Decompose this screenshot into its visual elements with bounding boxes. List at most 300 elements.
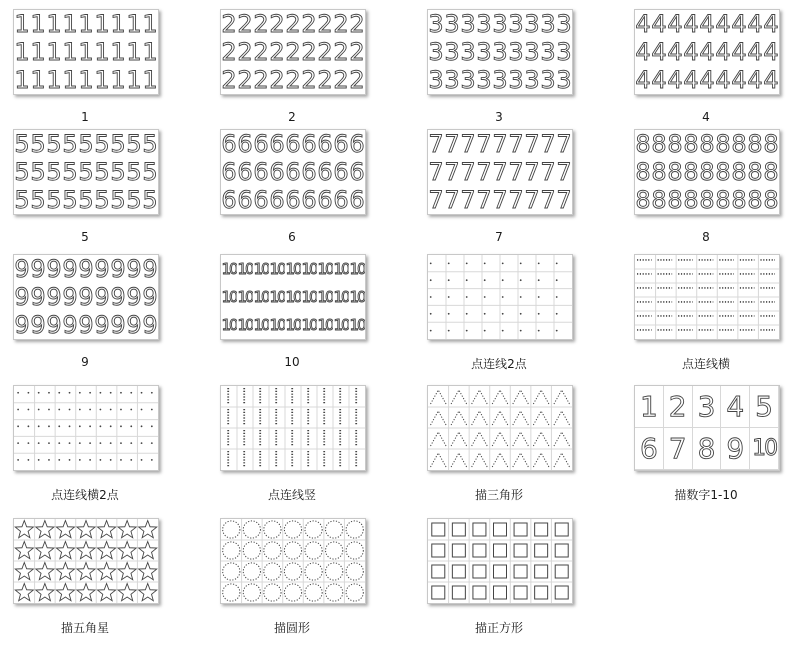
- file-item[interactable]: [407, 9, 591, 139]
- traced-digit: 9: [62, 283, 78, 311]
- file-name-label: 描五角星: [60, 621, 109, 635]
- traced-digit: 5: [30, 186, 46, 214]
- file-thumbnail[interactable]: [427, 254, 573, 340]
- traced-digit: 10: [285, 259, 301, 278]
- traced-digit: 6: [269, 130, 285, 158]
- file-name-label: 点连线竖: [267, 488, 316, 502]
- traced-digit: 7: [524, 130, 540, 158]
- traced-digit: 8: [747, 158, 763, 186]
- traced-digit: 7: [476, 186, 492, 214]
- traced-digit: 8: [651, 186, 667, 214]
- traced-digit: 10: [269, 287, 285, 306]
- traced-digit: 10: [253, 287, 269, 306]
- traced-digit: 4: [731, 66, 747, 94]
- traced-digit: 1: [30, 66, 46, 94]
- traced-digit: 7: [556, 130, 572, 158]
- traced-digit: 6: [253, 158, 269, 186]
- traced-digit: 3: [476, 10, 492, 38]
- traced-digit: 3: [492, 38, 508, 66]
- traced-number: 8: [693, 428, 722, 470]
- traced-digit: 7: [508, 186, 524, 214]
- worksheet-drawing: [428, 255, 572, 339]
- traced-digit: 5: [30, 158, 46, 186]
- digit-tracing-grid: [14, 10, 158, 94]
- traced-digit: 5: [62, 158, 78, 186]
- traced-digit: 9: [14, 255, 30, 283]
- traced-digit: 8: [699, 158, 715, 186]
- traced-digit: 10: [317, 315, 333, 334]
- traced-digit: 2: [285, 38, 301, 66]
- traced-digit: 6: [237, 130, 253, 158]
- traced-digit: 7: [460, 158, 476, 186]
- traced-digit: 9: [14, 283, 30, 311]
- file-item[interactable]: [407, 254, 591, 384]
- file-item[interactable]: [614, 129, 798, 259]
- file-item[interactable]: [407, 129, 591, 259]
- traced-digit: 3: [476, 66, 492, 94]
- file-thumbnail[interactable]: [634, 385, 780, 471]
- traced-digit: 4: [635, 38, 651, 66]
- traced-digit: 4: [763, 38, 779, 66]
- traced-digit: 9: [110, 255, 126, 283]
- traced-digit: 10: [333, 315, 349, 334]
- digit-tracing-grid: [635, 10, 779, 94]
- traced-digit: 9: [78, 311, 94, 339]
- traced-digit: 4: [667, 10, 683, 38]
- traced-digit: 9: [46, 311, 62, 339]
- traced-digit: 9: [94, 283, 110, 311]
- traced-digit: 6: [301, 130, 317, 158]
- traced-digit: 4: [763, 66, 779, 94]
- worksheet-drawing: [221, 386, 365, 470]
- traced-digit: 4: [699, 38, 715, 66]
- traced-digit: 7: [508, 158, 524, 186]
- traced-digit: 5: [110, 158, 126, 186]
- traced-digit: 2: [237, 10, 253, 38]
- file-name-label: 描三角形: [474, 488, 523, 502]
- traced-digit: 3: [508, 38, 524, 66]
- traced-digit: 9: [30, 283, 46, 311]
- file-name-label: 7: [495, 230, 503, 244]
- traced-digit: 10: [285, 287, 301, 306]
- traced-digit: 3: [524, 10, 540, 38]
- traced-digit: 3: [492, 10, 508, 38]
- traced-digit: 4: [747, 10, 763, 38]
- file-thumbnail[interactable]: [634, 254, 780, 340]
- traced-digit: 9: [94, 311, 110, 339]
- traced-digit: 1: [14, 10, 30, 38]
- traced-digit: 2: [301, 66, 317, 94]
- traced-digit: 6: [317, 158, 333, 186]
- traced-digit: 1: [126, 10, 142, 38]
- file-item[interactable]: [200, 254, 384, 384]
- file-thumbnail[interactable]: [13, 254, 159, 340]
- traced-digit: 1: [110, 66, 126, 94]
- traced-digit: 10: [349, 315, 365, 334]
- digit-tracing-grid: [221, 130, 365, 214]
- traced-digit: 6: [253, 130, 269, 158]
- traced-digit: 9: [142, 311, 158, 339]
- file-name-label: 8: [702, 230, 710, 244]
- traced-digit: 8: [763, 186, 779, 214]
- traced-digit: 10: [221, 315, 237, 334]
- traced-digit: 9: [46, 255, 62, 283]
- traced-digit: 1: [94, 10, 110, 38]
- traced-digit: 2: [349, 10, 365, 38]
- traced-digit: 5: [94, 158, 110, 186]
- traced-digit: 8: [683, 130, 699, 158]
- traced-digit: 9: [94, 255, 110, 283]
- traced-digit: 4: [651, 38, 667, 66]
- traced-digit: 7: [428, 158, 444, 186]
- traced-digit: 2: [317, 38, 333, 66]
- traced-digit: 8: [651, 130, 667, 158]
- traced-digit: 4: [667, 66, 683, 94]
- worksheet-drawing: [428, 519, 572, 603]
- traced-digit: 8: [635, 186, 651, 214]
- traced-digit: 5: [46, 186, 62, 214]
- traced-digit: 2: [253, 66, 269, 94]
- traced-digit: 2: [253, 38, 269, 66]
- traced-digit: 7: [444, 186, 460, 214]
- traced-digit: 7: [476, 158, 492, 186]
- traced-digit: 6: [221, 158, 237, 186]
- traced-digit: 5: [110, 130, 126, 158]
- traced-digit: 2: [301, 38, 317, 66]
- traced-digit: 3: [540, 10, 556, 38]
- traced-number: 7: [664, 428, 693, 470]
- traced-digit: 5: [110, 186, 126, 214]
- traced-digit: 9: [142, 255, 158, 283]
- traced-digit: 7: [540, 130, 556, 158]
- file-thumbnail[interactable]: [220, 518, 366, 604]
- traced-digit: 4: [747, 66, 763, 94]
- traced-digit: 8: [683, 158, 699, 186]
- traced-digit: 5: [46, 130, 62, 158]
- traced-digit: 7: [444, 158, 460, 186]
- file-item[interactable]: [200, 518, 384, 648]
- traced-digit: 4: [699, 10, 715, 38]
- traced-digit: 5: [126, 186, 142, 214]
- traced-digit: 2: [237, 66, 253, 94]
- traced-digit: 3: [460, 10, 476, 38]
- traced-digit: 4: [715, 10, 731, 38]
- traced-digit: 6: [333, 130, 349, 158]
- traced-digit: 2: [333, 10, 349, 38]
- file-item[interactable]: [407, 385, 591, 515]
- digit-tracing-grid: [221, 10, 365, 94]
- traced-digit: 10: [253, 259, 269, 278]
- file-item[interactable]: [614, 385, 798, 515]
- traced-digit: 1: [142, 38, 158, 66]
- digit-tracing-grid: [428, 10, 572, 94]
- traced-digit: 3: [428, 10, 444, 38]
- traced-digit: 5: [30, 130, 46, 158]
- worksheet-drawing: [14, 519, 158, 603]
- file-thumbnail[interactable]: [427, 385, 573, 471]
- file-name-label: 9: [81, 355, 89, 369]
- file-name-label: 描圆形: [273, 621, 310, 635]
- worksheet-drawing: [14, 386, 158, 470]
- traced-digit: 10: [221, 287, 237, 306]
- traced-digit: 1: [142, 10, 158, 38]
- file-thumbnail[interactable]: [220, 129, 366, 215]
- traced-digit: 1: [142, 66, 158, 94]
- traced-digit: 5: [46, 158, 62, 186]
- worksheet-drawing: [221, 519, 365, 603]
- file-item[interactable]: [200, 385, 384, 515]
- file-thumbnail[interactable]: [220, 385, 366, 471]
- traced-digit: 10: [301, 315, 317, 334]
- traced-digit: 5: [78, 186, 94, 214]
- traced-digit: 8: [699, 130, 715, 158]
- traced-digit: 2: [285, 10, 301, 38]
- file-name-label: 6: [288, 230, 296, 244]
- traced-digit: 6: [333, 158, 349, 186]
- traced-digit: 2: [333, 38, 349, 66]
- traced-digit: 3: [508, 66, 524, 94]
- traced-digit: 10: [317, 287, 333, 306]
- traced-digit: 4: [667, 38, 683, 66]
- traced-digit: 1: [46, 10, 62, 38]
- traced-digit: 10: [285, 315, 301, 334]
- traced-digit: 1: [78, 38, 94, 66]
- traced-digit: 4: [715, 66, 731, 94]
- traced-digit: 2: [349, 66, 365, 94]
- digit-tracing-grid: [14, 130, 158, 214]
- traced-digit: 6: [333, 186, 349, 214]
- digit-tracing-grid: [14, 255, 158, 339]
- traced-number: 3: [693, 386, 722, 428]
- traced-digit: 8: [667, 130, 683, 158]
- traced-digit: 5: [94, 130, 110, 158]
- traced-digit: 2: [253, 10, 269, 38]
- traced-digit: 6: [285, 158, 301, 186]
- file-thumbnail[interactable]: [13, 9, 159, 95]
- digit-tracing-grid: [635, 130, 779, 214]
- traced-number: 10: [750, 428, 779, 470]
- traced-digit: 1: [46, 38, 62, 66]
- traced-digit: 6: [221, 186, 237, 214]
- traced-digit: 10: [333, 287, 349, 306]
- traced-digit: 9: [110, 283, 126, 311]
- traced-digit: 4: [747, 38, 763, 66]
- traced-number: 2: [664, 386, 693, 428]
- traced-digit: 2: [221, 10, 237, 38]
- traced-digit: 1: [78, 66, 94, 94]
- traced-number: 4: [721, 386, 750, 428]
- traced-digit: 8: [683, 186, 699, 214]
- traced-number: 1: [635, 386, 664, 428]
- file-thumbnail[interactable]: [427, 518, 573, 604]
- file-name-label: 2: [288, 110, 296, 124]
- traced-digit: 4: [699, 66, 715, 94]
- traced-digit: 1: [110, 10, 126, 38]
- traced-digit: 7: [524, 158, 540, 186]
- digit-tracing-grid: [428, 130, 572, 214]
- traced-digit: 3: [428, 38, 444, 66]
- traced-digit: 1: [62, 66, 78, 94]
- file-item[interactable]: [0, 254, 177, 384]
- file-thumbnail[interactable]: [220, 9, 366, 95]
- file-thumbnail[interactable]: [13, 385, 159, 471]
- traced-digit: 3: [524, 38, 540, 66]
- traced-digit: 10: [349, 287, 365, 306]
- traced-digit: 4: [683, 10, 699, 38]
- file-thumbnail[interactable]: [634, 129, 780, 215]
- traced-digit: 8: [731, 130, 747, 158]
- file-thumbnail[interactable]: [427, 129, 573, 215]
- traced-digit: 9: [78, 255, 94, 283]
- file-name-label: 3: [495, 110, 503, 124]
- file-thumbnail[interactable]: [634, 9, 780, 95]
- traced-digit: 2: [269, 38, 285, 66]
- traced-digit: 4: [635, 66, 651, 94]
- traced-digit: 9: [126, 283, 142, 311]
- traced-digit: 4: [715, 38, 731, 66]
- worksheet-drawing: [635, 255, 779, 339]
- traced-digit: 6: [349, 158, 365, 186]
- worksheet-drawing: [428, 386, 572, 470]
- traced-digit: 2: [269, 66, 285, 94]
- traced-digit: 10: [317, 259, 333, 278]
- traced-digit: 3: [460, 66, 476, 94]
- traced-digit: 9: [30, 255, 46, 283]
- file-thumbnail[interactable]: [13, 129, 159, 215]
- traced-digit: 5: [142, 186, 158, 214]
- traced-digit: 3: [524, 66, 540, 94]
- traced-digit: 8: [715, 158, 731, 186]
- traced-digit: 1: [62, 38, 78, 66]
- file-name-label: 描正方形: [474, 621, 523, 635]
- traced-digit: 7: [428, 130, 444, 158]
- file-item[interactable]: [407, 518, 591, 648]
- traced-digit: 5: [62, 186, 78, 214]
- traced-digit: 3: [540, 66, 556, 94]
- traced-digit: 6: [269, 158, 285, 186]
- traced-digit: 4: [763, 10, 779, 38]
- traced-digit: 10: [237, 287, 253, 306]
- file-name-label: 10: [284, 355, 300, 369]
- traced-digit: 6: [269, 186, 285, 214]
- traced-digit: 4: [731, 38, 747, 66]
- traced-digit: 3: [428, 66, 444, 94]
- traced-digit: 6: [237, 158, 253, 186]
- traced-digit: 9: [46, 283, 62, 311]
- traced-digit: 10: [253, 315, 269, 334]
- traced-digit: 1: [46, 66, 62, 94]
- file-name-label: 1: [81, 110, 89, 124]
- traced-digit: 7: [508, 130, 524, 158]
- traced-digit: 4: [683, 38, 699, 66]
- traced-digit: 6: [301, 158, 317, 186]
- traced-digit: 2: [269, 10, 285, 38]
- traced-digit: 8: [715, 130, 731, 158]
- traced-digit: 10: [269, 259, 285, 278]
- traced-digit: 4: [651, 66, 667, 94]
- traced-digit: 7: [444, 130, 460, 158]
- file-item[interactable]: [200, 9, 384, 139]
- file-item[interactable]: [614, 9, 798, 139]
- traced-digit: 2: [317, 10, 333, 38]
- traced-digit: 3: [476, 38, 492, 66]
- traced-digit: 2: [301, 10, 317, 38]
- traced-digit: 3: [540, 38, 556, 66]
- file-item[interactable]: [614, 254, 798, 384]
- traced-number: 5: [750, 386, 779, 428]
- traced-digit: 5: [78, 158, 94, 186]
- traced-digit: 1: [110, 38, 126, 66]
- traced-digit: 8: [747, 130, 763, 158]
- traced-digit: 1: [94, 38, 110, 66]
- traced-digit: 6: [221, 130, 237, 158]
- traced-digit: 8: [747, 186, 763, 214]
- traced-digit: 9: [110, 311, 126, 339]
- traced-digit: 6: [349, 130, 365, 158]
- traced-digit: 3: [556, 66, 572, 94]
- traced-digit: 4: [651, 10, 667, 38]
- traced-digit: 7: [476, 130, 492, 158]
- file-thumbnail[interactable]: [427, 9, 573, 95]
- traced-digit: 6: [317, 130, 333, 158]
- file-thumbnail[interactable]: [13, 518, 159, 604]
- traced-digit: 5: [94, 186, 110, 214]
- traced-digit: 9: [62, 255, 78, 283]
- traced-digit: 8: [715, 186, 731, 214]
- traced-digit: 7: [556, 186, 572, 214]
- traced-digit: 1: [14, 38, 30, 66]
- traced-digit: 2: [285, 66, 301, 94]
- file-name-label: 4: [702, 110, 710, 124]
- traced-digit: 5: [142, 158, 158, 186]
- traced-digit: 3: [556, 10, 572, 38]
- traced-digit: 2: [221, 66, 237, 94]
- traced-digit: 7: [492, 130, 508, 158]
- file-name-label: 点连线2点: [471, 357, 527, 371]
- file-item[interactable]: [0, 129, 177, 259]
- traced-digit: 7: [428, 186, 444, 214]
- traced-digit: 10: [221, 259, 237, 278]
- traced-digit: 1: [30, 38, 46, 66]
- file-item[interactable]: [0, 9, 177, 139]
- traced-digit: 5: [14, 158, 30, 186]
- file-item[interactable]: [200, 129, 384, 259]
- traced-digit: 8: [667, 186, 683, 214]
- traced-digit: 6: [285, 186, 301, 214]
- traced-digit: 7: [492, 186, 508, 214]
- traced-digit: 3: [508, 10, 524, 38]
- traced-digit: 10: [301, 259, 317, 278]
- traced-digit: 9: [14, 311, 30, 339]
- traced-digit: 8: [651, 158, 667, 186]
- file-name-label: 5: [81, 230, 89, 244]
- file-item[interactable]: [0, 385, 177, 515]
- traced-digit: 8: [763, 158, 779, 186]
- traced-digit: 2: [349, 38, 365, 66]
- traced-digit: 9: [30, 311, 46, 339]
- traced-digit: 5: [142, 130, 158, 158]
- file-thumbnail[interactable]: [220, 254, 366, 340]
- traced-digit: 5: [14, 130, 30, 158]
- traced-digit: 8: [731, 158, 747, 186]
- file-item[interactable]: [0, 518, 177, 648]
- traced-digit: 1: [94, 66, 110, 94]
- traced-digit: 6: [301, 186, 317, 214]
- traced-digit: 6: [237, 186, 253, 214]
- traced-digit: 7: [524, 186, 540, 214]
- traced-digit: 7: [540, 158, 556, 186]
- traced-digit: 8: [635, 130, 651, 158]
